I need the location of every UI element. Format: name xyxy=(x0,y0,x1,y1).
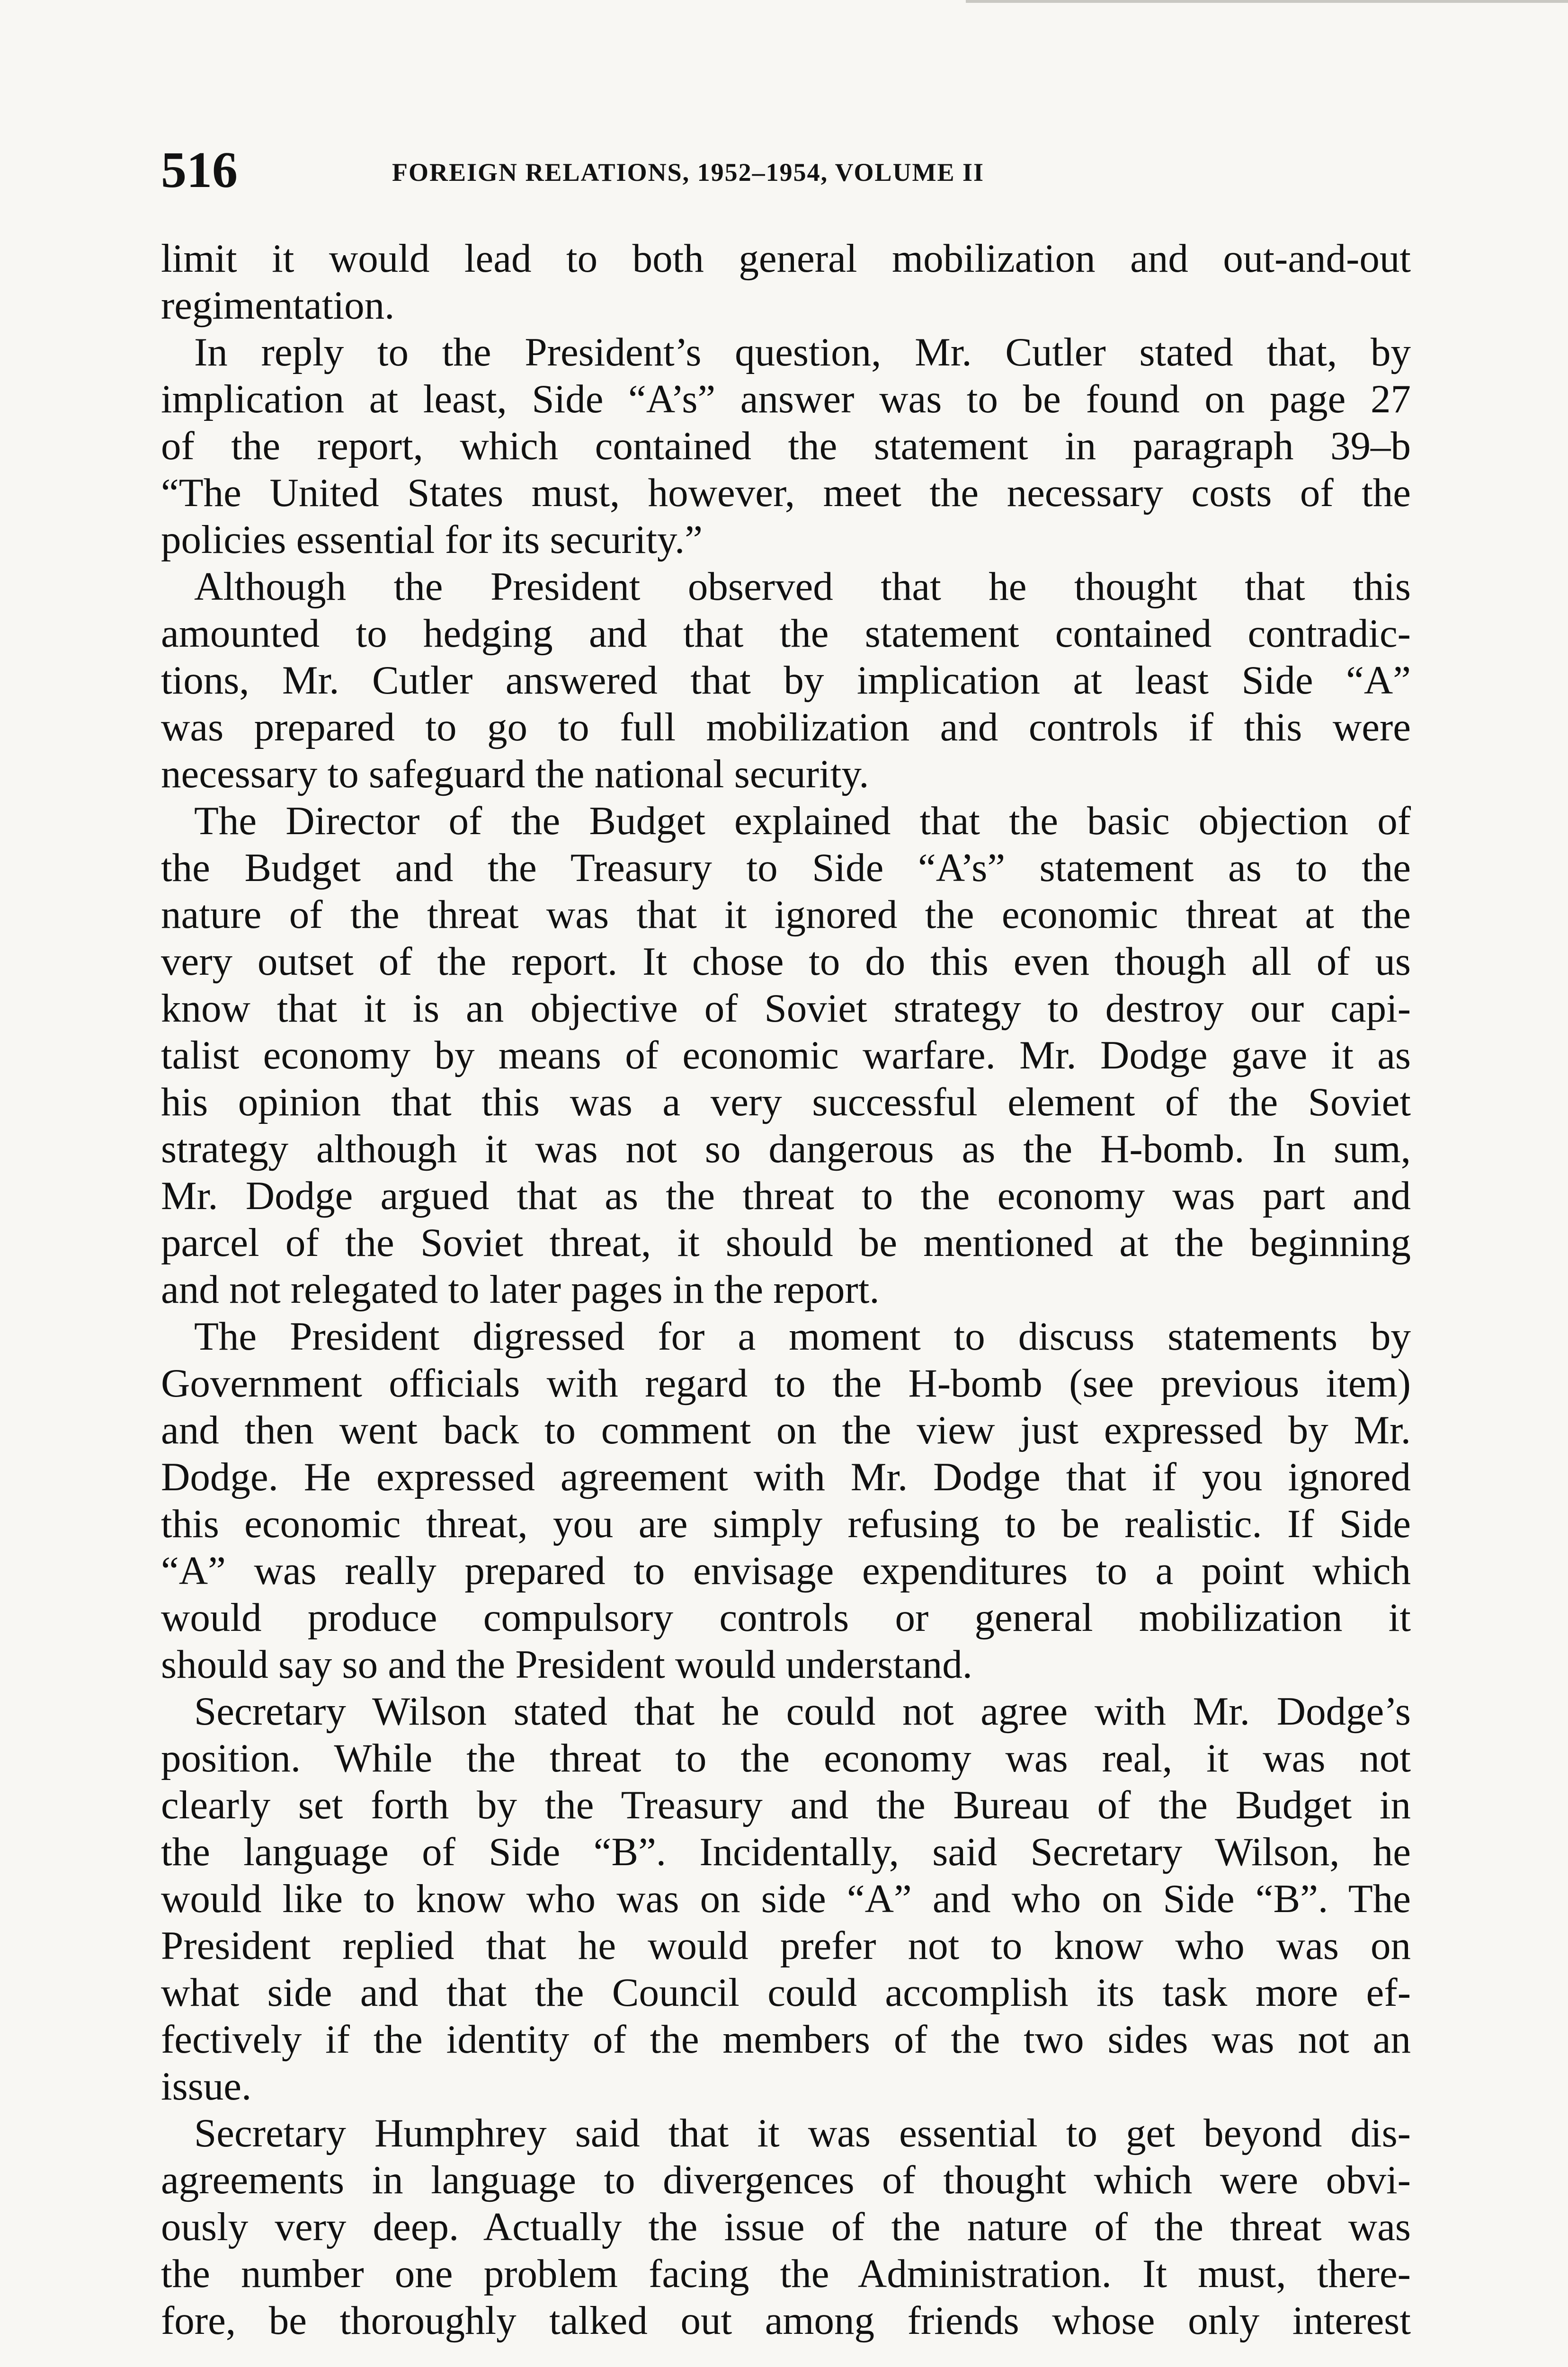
text-line: “A” was really prepared to envisage expenditures to a point which xyxy=(161,1548,1411,1593)
running-head: FOREIGN RELATIONS, 1952–1954, VOLUME II xyxy=(392,158,985,187)
text-line: ously very deep. Actually the issue of the nature of the threat was xyxy=(161,2205,1411,2249)
text-line: In reply to the President’s question, Mr. Cutler stated that, by xyxy=(194,330,1411,374)
text-line: necessary to safeguard the national security. xyxy=(161,752,869,796)
top-edge-rule xyxy=(966,0,1568,3)
text-line: President replied that he would prefer not to know who was on xyxy=(161,1923,1411,1968)
page-header xyxy=(161,142,1411,208)
text-line: amounted to hedging and that the statement contained contradic- xyxy=(161,611,1411,656)
text-line: “The United States must, however, meet the necessary costs of the xyxy=(161,471,1411,515)
text-line: and then went back to comment on the view just expressed by Mr. xyxy=(161,1408,1411,1452)
text-line: his opinion that this was a very successful element of the Soviet xyxy=(161,1080,1411,1124)
text-line: fectively if the identity of the members of the two sides was not an xyxy=(161,2017,1411,2062)
text-line: talist economy by means of economic warfare. Mr. Dodge gave it as xyxy=(161,1033,1411,1077)
text-line: nature of the threat was that it ignored the economic threat at the xyxy=(161,892,1411,937)
text-line: the language of Side “B”. Incidentally, said Secretary Wilson, he xyxy=(161,1830,1411,1874)
paragraph xyxy=(161,235,1411,329)
paragraph xyxy=(161,563,1411,798)
text-line: should say so and the President would understand. xyxy=(161,1642,972,1687)
text-line: would produce compulsory controls or general mobilization it xyxy=(161,1595,1411,1640)
text-line: Secretary Humphrey said that it was essential to get beyond dis- xyxy=(194,2111,1411,2155)
text-line: of the report, which contained the statement in paragraph 39–b xyxy=(161,424,1411,468)
text-line: The President digressed for a moment to discuss statements by xyxy=(194,1314,1411,1359)
text-line: position. While the threat to the economy was real, it was not xyxy=(161,1736,1411,1780)
text-line: regimentation. xyxy=(161,283,395,328)
text-line: the number one problem facing the Administration. It must, there- xyxy=(161,2251,1411,2296)
text-line: strategy although it was not so dangerous as the H-bomb. In sum, xyxy=(161,1127,1411,1171)
text-line: limit it would lead to both general mobilization and out-and-out xyxy=(161,236,1411,281)
text-line: agreements in language to divergences of thought which were obvi- xyxy=(161,2158,1411,2202)
text-line: and not relegated to later pages in the report. xyxy=(161,1267,880,1312)
text-line: implication at least, Side “A’s” answer was to be found on page 27 xyxy=(161,377,1411,421)
text-line: was prepared to go to full mobilization and controls if this were xyxy=(161,705,1411,749)
text-line: issue. xyxy=(161,2064,252,2109)
text-line: fore, be thoroughly talked out among friends whose only interest xyxy=(161,2298,1411,2343)
text-line: clearly set forth by the Treasury and the Bureau of the Budget in xyxy=(161,1783,1411,1827)
text-line: the Budget and the Treasury to Side “A’s” statement as to the xyxy=(161,845,1411,890)
text-line: Secretary Wilson stated that he could not agree with Mr. Dodge’s xyxy=(194,1689,1411,1734)
text-line: The Director of the Budget explained that the basic objection of xyxy=(194,799,1411,843)
text-line: know that it is an objective of Soviet strategy to destroy our capi- xyxy=(161,986,1411,1031)
body-text xyxy=(161,235,1411,2344)
text-line: this economic threat, you are simply refusing to be realistic. If Side xyxy=(161,1502,1411,1546)
paragraph xyxy=(161,798,1411,1313)
paragraph xyxy=(161,1313,1411,1688)
paragraph xyxy=(161,1688,1411,2110)
text-line: policies essential for its security.” xyxy=(161,517,703,562)
text-line: Government officials with regard to the H-bomb (see previous item) xyxy=(161,1361,1411,1406)
text-line: parcel of the Soviet threat, it should be mentioned at the beginning xyxy=(161,1220,1411,1265)
paragraph xyxy=(161,329,1411,563)
text-line: Although the President observed that he thought that this xyxy=(194,564,1411,609)
paragraph xyxy=(161,2110,1411,2344)
text-line: what side and that the Council could accomplish its task more ef- xyxy=(161,1970,1411,2015)
text-line: tions, Mr. Cutler answered that by implication at least Side “A” xyxy=(161,658,1411,703)
text-line: very outset of the report. It chose to do this even though all of us xyxy=(161,939,1411,984)
page-number: 516 xyxy=(161,142,238,198)
text-line: Dodge. He expressed agreement with Mr. Dodge that if you ignored xyxy=(161,1455,1411,1499)
text-line: Mr. Dodge argued that as the threat to the economy was part and xyxy=(161,1174,1411,1218)
text-line: would like to know who was on side “A” and who on Side “B”. The xyxy=(161,1877,1411,1921)
